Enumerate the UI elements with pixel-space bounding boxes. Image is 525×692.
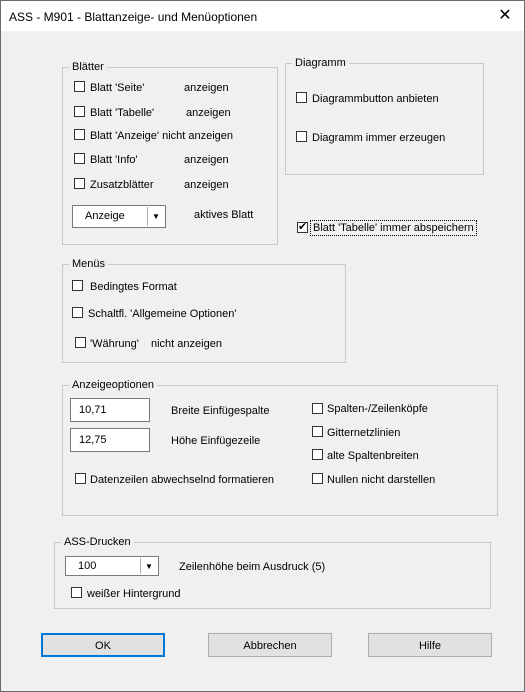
group-diagramm xyxy=(285,57,484,175)
close-icon[interactable]: ✕ xyxy=(498,7,512,24)
label-zusatzblaetter: Zusatzblätter xyxy=(90,179,154,191)
label-alte-spaltenbreiten: alte Spaltenbreiten xyxy=(327,450,419,462)
group-title-blaetter: Blätter xyxy=(69,61,107,74)
group-title-ass-drucken: ASS-Drucken xyxy=(61,536,134,549)
window-title: ASS - M901 - Blattanzeige- und Menüoptionen xyxy=(9,10,258,24)
label-hoehe-einfuegezeile: Höhe Einfügezeile xyxy=(171,435,261,447)
checkbox-spalten-zeilenkoepfe[interactable] xyxy=(312,403,323,414)
label-aktives-blatt: aktives Blatt xyxy=(194,209,254,221)
label-diagrammbutton: Diagrammbutton anbieten xyxy=(312,93,439,105)
label-breite-einfuegespalte: Breite Einfügespalte xyxy=(171,405,270,417)
checkbox-gitternetzlinien[interactable] xyxy=(312,426,323,437)
label-spalten-zeilenkoepfe: Spalten-/Zeilenköpfe xyxy=(327,403,428,415)
group-title-menues: Menüs xyxy=(69,258,108,271)
label-nullen-nicht-darstellen: Nullen nicht darstellen xyxy=(327,474,436,486)
aktives-blatt-select[interactable] xyxy=(72,205,166,228)
checkbox-blatt-anzeige[interactable] xyxy=(74,129,85,140)
checkbox-nullen-nicht-darstellen[interactable] xyxy=(312,473,323,484)
label-blatt-info: Blatt 'Info' xyxy=(90,154,138,166)
zeilenhoehe-value: 100 xyxy=(78,560,97,572)
label-gitternetzlinien: Gitternetzlinien xyxy=(327,427,401,439)
checkbox-waehrung[interactable] xyxy=(75,337,86,348)
checkbox-bedingtes-format[interactable] xyxy=(72,280,83,291)
checkbox-allgemeine-optionen[interactable] xyxy=(72,307,83,318)
breite-einfuegespalte-input[interactable]: 10,71 xyxy=(70,398,150,422)
label-datenzeilen: Datenzeilen abwechselnd formatieren xyxy=(90,474,275,486)
checkbox-alte-spaltenbreiten[interactable] xyxy=(312,449,323,460)
checkbox-blatt-info[interactable] xyxy=(74,153,85,164)
ok-button[interactable]: OK xyxy=(41,633,165,657)
label-blatt-anzeige: Blatt 'Anzeige' nicht anzeigen xyxy=(90,130,234,142)
group-title-diagramm: Diagramm xyxy=(292,57,349,70)
chevron-down-icon[interactable]: ▼ xyxy=(147,207,164,226)
chevron-down-icon[interactable]: ▼ xyxy=(140,558,157,574)
checkbox-datenzeilen[interactable] xyxy=(75,473,86,484)
label-zeilenhoehe: Zeilenhöhe beim Ausdruck (5) xyxy=(179,561,326,573)
label-weisser-hintergrund: weißer Hintergrund xyxy=(87,588,181,600)
hoehe-einfuegezeile-input[interactable]: 12,75 xyxy=(70,428,150,452)
label-zusatzblaetter-suffix: anzeigen xyxy=(184,179,229,191)
label-blatt-tabelle-suffix: anzeigen xyxy=(186,107,231,119)
checkbox-tabelle-abspeichern[interactable] xyxy=(297,222,308,233)
checkbox-weisser-hintergrund[interactable] xyxy=(71,587,82,598)
label-blatt-seite-suffix: anzeigen xyxy=(184,82,229,94)
label-waehrung: 'Währung' xyxy=(90,338,139,350)
checkbox-blatt-tabelle[interactable] xyxy=(74,106,85,117)
checkbox-diagramm-immer[interactable] xyxy=(296,131,307,142)
label-blatt-seite: Blatt 'Seite' xyxy=(90,82,145,94)
label-blatt-info-suffix: anzeigen xyxy=(184,154,229,166)
hilfe-button[interactable]: Hilfe xyxy=(368,633,492,657)
checkbox-zusatzblaetter[interactable] xyxy=(74,178,85,189)
label-blatt-tabelle: Blatt 'Tabelle' xyxy=(90,107,155,119)
label-waehrung-suffix: nicht anzeigen xyxy=(151,338,222,350)
title-bar xyxy=(1,1,524,31)
abbrechen-button[interactable]: Abbrechen xyxy=(208,633,332,657)
label-bedingtes-format: Bedingtes Format xyxy=(90,281,177,293)
label-allgemeine-optionen: Schaltfl. 'Allgemeine Optionen' xyxy=(88,308,237,320)
label-tabelle-abspeichern: Blatt 'Tabelle' immer abspeichern xyxy=(313,222,474,234)
checkbox-diagrammbutton[interactable] xyxy=(296,92,307,103)
zeilenhoehe-select[interactable] xyxy=(65,556,159,576)
group-title-anzeigeoptionen: Anzeigeoptionen xyxy=(69,379,157,392)
label-diagramm-immer: Diagramm immer erzeugen xyxy=(312,132,446,144)
aktives-blatt-value: Anzeige xyxy=(85,210,125,222)
checkbox-blatt-seite[interactable] xyxy=(74,81,85,92)
